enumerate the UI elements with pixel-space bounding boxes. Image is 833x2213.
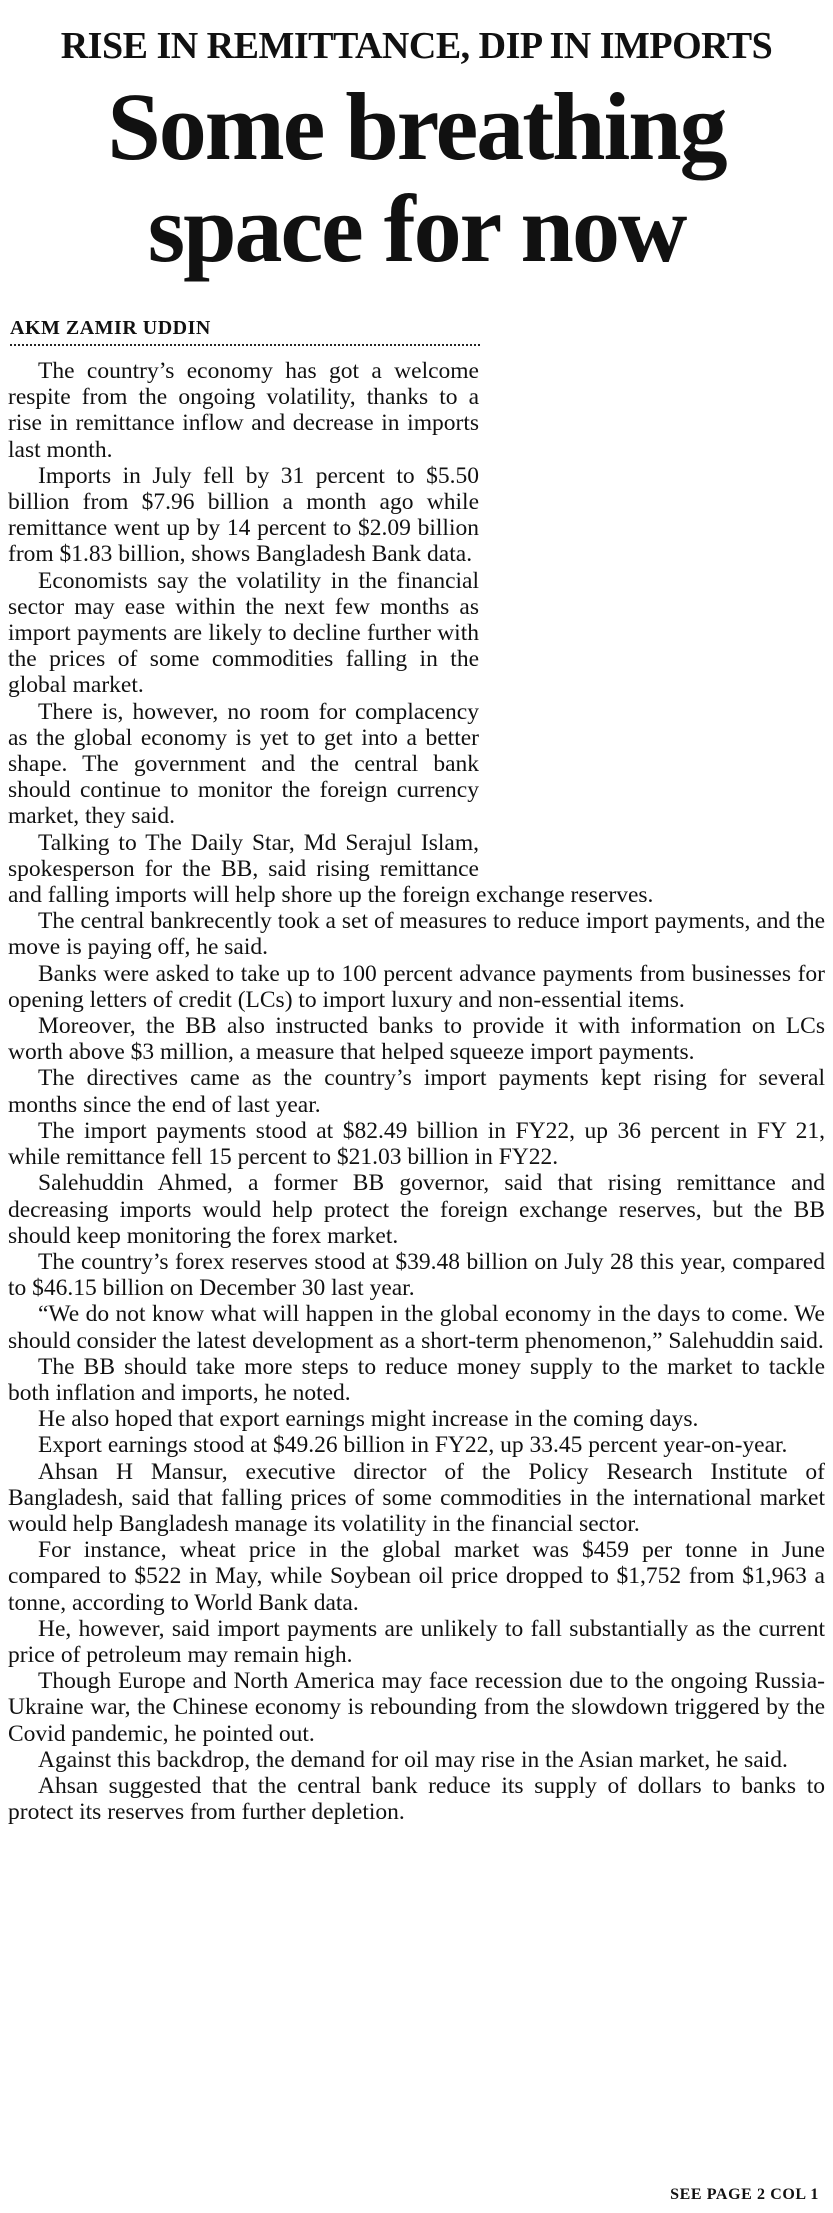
article-paragraph: The directives came as the country’s import payments kept rising for several months since the end of last year. xyxy=(8,1065,825,1118)
article-headline xyxy=(8,73,825,282)
headline-line-2: space for now xyxy=(147,175,686,282)
article-paragraph: There is, however, no room for complacency as the global economy is yet to get into a better shape. The government and the central bank should continue to monitor the foreign currency market, they said. xyxy=(8,698,479,830)
cutout-space xyxy=(479,358,825,856)
article-paragraph: For instance, wheat price in the global market was $459 per tonne in June compared to $522 in May, while Soybean oil price dropped to $1,752 from $1,963 a tonne, according to World Bank data. xyxy=(8,1537,825,1616)
article-paragraph: Export earnings stood at $49.26 billion in FY22, up 33.45 percent year-on-year. xyxy=(38,1432,788,1459)
article-kicker: RISE IN REMITTANCE, DIP IN IMPORTS xyxy=(60,25,773,67)
article-byline: AKM ZAMIR UDDIN xyxy=(10,317,211,339)
article-paragraph: Talking to The Daily Star, Md Serajul Islam, spokesperson for the BB, said rising remittance and falling imports will help shore up the foreign exchange reserves. xyxy=(8,829,654,909)
headline-line-1: Some breathing xyxy=(107,73,726,180)
byline-dotted-rule xyxy=(10,344,480,346)
article-paragraph: Imports in July fell by 31 percent to $5.50 billion from $7.96 billion a month ago while remittance went up by 14 percent to $2.09 billion from $1.83 billion, shows Bangladesh Bank data. xyxy=(8,462,479,568)
article-paragraph: Ahsan suggested that the central bank reduce its supply of dollars to banks to protect its reserves from further depletion. xyxy=(8,1772,825,1826)
article-paragraph: The BB should take more steps to reduce money supply to the market to tackle both inflation and imports, he noted. xyxy=(8,1353,825,1406)
article-paragraph: Moreover, the BB also instructed banks to provide it with information on LCs worth above $3 million, a measure that helped squeeze import payments. xyxy=(8,1013,825,1066)
article-paragraph: The country’s economy has got a welcome respite from the ongoing volatility, thanks to a rise in remittance inflow and decrease in imports last month. xyxy=(8,358,479,463)
article-paragraph: Banks were asked to take up to 100 percent advance payments from businesses for opening letters of credit (LCs) to import luxury and non-essential items. xyxy=(8,960,825,1013)
article-paragraph: “We do not know what will happen in the global economy in the days to come. We should consider the latest development as a short-term phenomenon,” Salehuddin said. xyxy=(8,1301,825,1354)
article-paragraph: The central bankrecently took a set of measures to reduce import payments, and the move is paying off, he said. xyxy=(8,908,825,961)
article-paragraph: He, however, said import payments are unlikely to fall substantially as the current price of petroleum may remain high. xyxy=(8,1615,825,1668)
article-paragraph: Ahsan H Mansur, executive director of the Policy Research Institute of Bangladesh, said that falling prices of some commodities in the international market would help Bangladesh manage its volatility in the financial sector. xyxy=(8,1458,825,1537)
article-paragraph: The country’s forex reserves stood at $39.48 billion on July 28 this year, compared to $46.15 billion on December 30 last year. xyxy=(8,1248,825,1302)
article-paragraph: Though Europe and North America may face recession due to the ongoing Russia-Ukraine war, the Chinese economy is rebounding from the slowdown triggered by the Covid pandemic, he pointed out. xyxy=(8,1668,825,1747)
article-paragraph: Against this backdrop, the demand for oil may rise in the Asian market, he said. xyxy=(38,1746,788,1773)
jump-line[interactable]: SEE PAGE 2 COL 1 xyxy=(670,2186,819,2203)
article-paragraph: Economists say the volatility in the financial sector may ease within the next few months as import payments are likely to decline further with the prices of some commodities falling in the global market. xyxy=(8,567,479,699)
article-paragraph: The import payments stood at $82.49 billion in FY22, up 36 percent in FY 21, while remittance fell 15 percent to $21.03 billion in FY22. xyxy=(8,1117,825,1171)
article-paragraph: He also hoped that export earnings might increase in the coming days. xyxy=(38,1406,699,1433)
article-paragraph: Salehuddin Ahmed, a former BB governor, said that rising remittance and decreasing imports would help protect the foreign exchange reserves, but the BB should keep monitoring the forex market. xyxy=(8,1170,825,1249)
article-body xyxy=(8,358,825,1825)
